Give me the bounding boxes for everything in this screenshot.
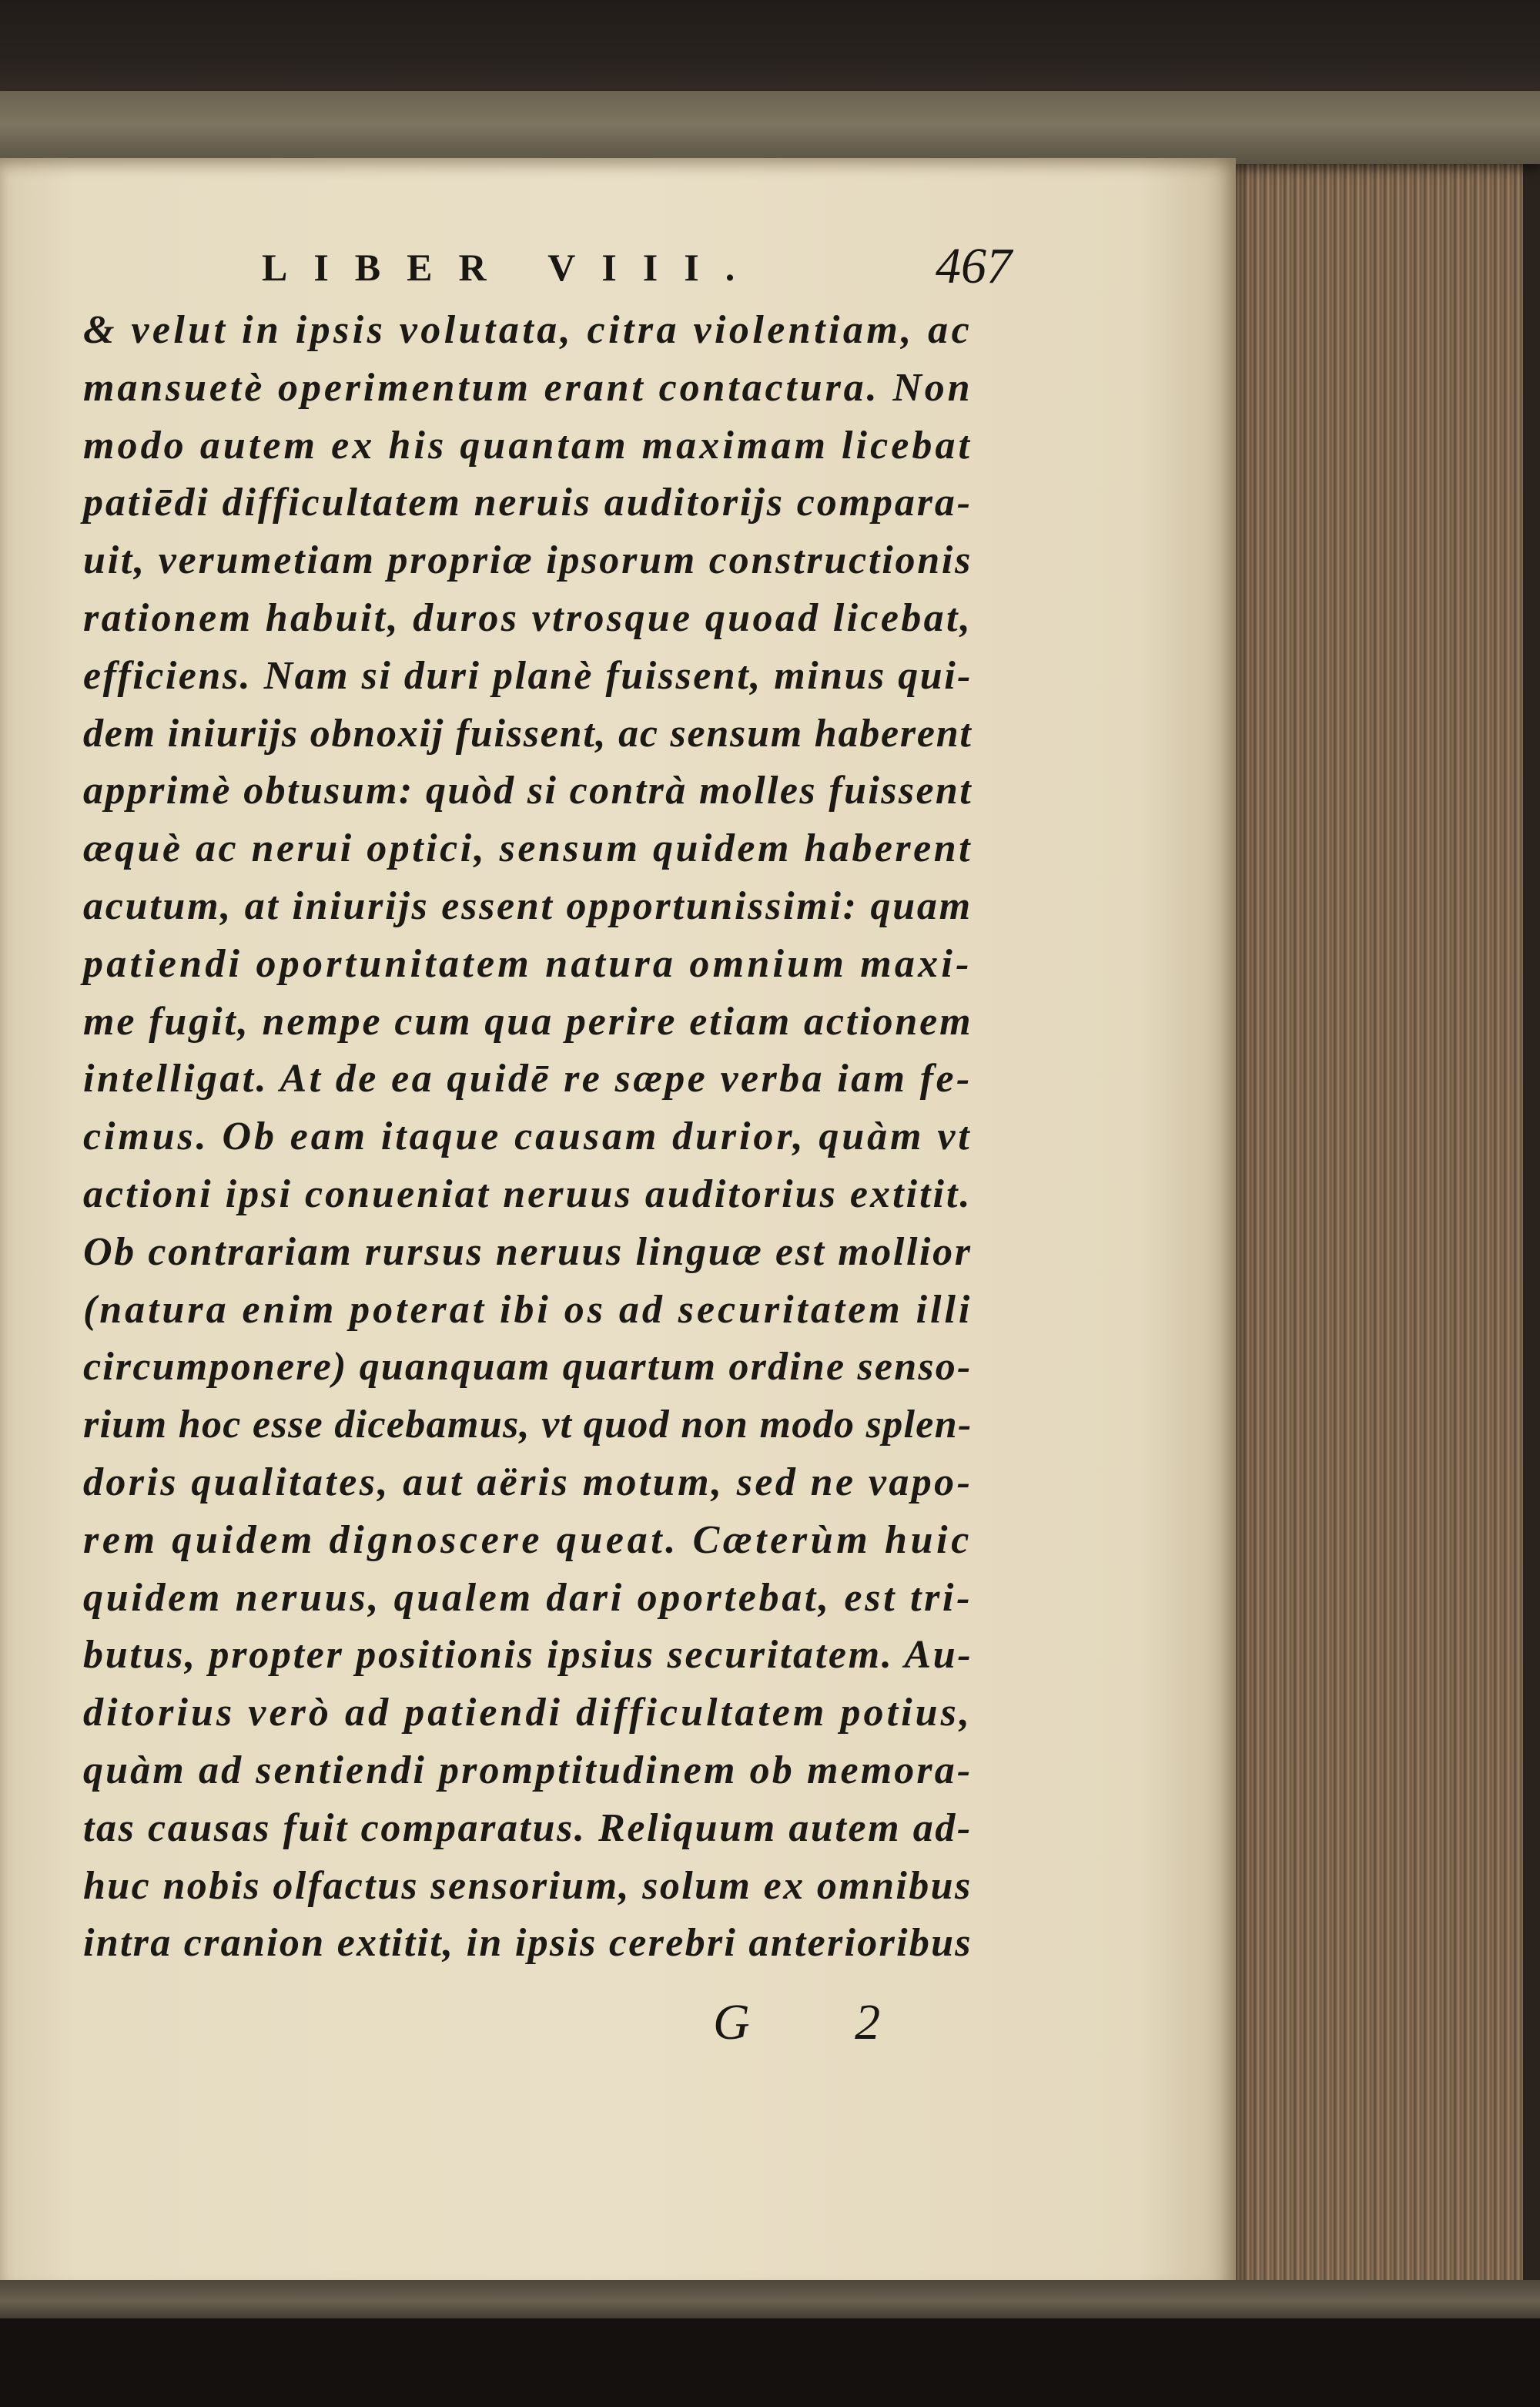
background-top xyxy=(0,0,1540,100)
signature-mark: G 2 xyxy=(713,1994,927,2050)
book-cover-bottom xyxy=(0,2280,1540,2322)
running-head: LIBER VIII. xyxy=(262,246,762,289)
text-line: cimus. Ob eam itaque causam durior, quàm vt xyxy=(83,1115,973,1159)
text-line: modo autem ex his quantam maximam licebat xyxy=(83,423,973,468)
page-edges xyxy=(1230,146,1523,2295)
text-line: me fugit, nempe cum qua perire etiam actionem xyxy=(83,999,973,1044)
text-line: intra cranion extitit, in ipsis cerebri anterioribus xyxy=(83,1921,973,1966)
text-line: quàm ad sentiendi promptitudinem ob memora- xyxy=(83,1748,973,1792)
text-line: rium hoc esse dicebamus, vt quod non modo splen- xyxy=(83,1403,973,1447)
text-line: acutum, at iniurijs essent opportunissimi: quam xyxy=(83,883,973,928)
page-number: 467 xyxy=(936,238,1012,294)
text-line: patiēdi difficultatem neruis auditorijs compara- xyxy=(83,481,973,525)
text-line: huc nobis olfactus sensorium, solum ex omnibus xyxy=(83,1863,973,1908)
text-line: ditorius verò ad patiendi difficultatem potius, xyxy=(83,1691,973,1735)
book-cover-top xyxy=(0,91,1540,164)
text-line: doris qualitates, aut aëris motum, sed ne vapo- xyxy=(83,1460,973,1504)
text-line: patiendi oportunitatem natura omnium maxi- xyxy=(83,941,973,986)
background-right xyxy=(1521,92,1540,2326)
text-line: dem iniurijs obnoxij fuissent, ac sensum haberent xyxy=(83,711,973,756)
text-line: apprimè obtusum: quòd si contrà molles fuissent xyxy=(83,769,973,813)
text-line: rem quidem dignoscere queat. Cæterùm huic xyxy=(83,1517,973,1562)
text-line: mansuetè operimentum erant contactura. Non xyxy=(83,365,973,410)
text-line: efficiens. Nam si duri planè fuissent, minus qui- xyxy=(83,653,973,698)
text-line: circumponere) quanquam quartum ordine senso- xyxy=(83,1345,973,1390)
text-line: quidem neruus, qualem dari oportebat, est tri- xyxy=(83,1575,973,1620)
text-line: butus, propter positionis ipsius securitatem. Au- xyxy=(83,1633,973,1678)
text-line: intelligat. At de ea quidē re sæpe verba iam fe- xyxy=(83,1057,973,1101)
text-line: actioni ipsi conueniat neruus auditorius extitit. xyxy=(83,1172,973,1216)
text-line: rationem habuit, duros vtrosque quoad licebat, xyxy=(83,595,973,640)
body-text xyxy=(83,302,973,1973)
text-line: uit, verumetiam propriæ ipsorum constructionis xyxy=(83,538,973,583)
text-line: æquè ac nerui optici, sensum quidem haberent xyxy=(83,826,973,871)
text-line: Ob contrariam rursus neruus linguæ est mollior xyxy=(83,1229,973,1274)
background-bottom xyxy=(0,2318,1540,2407)
text-line: (natura enim poterat ibi os ad securitatem illi xyxy=(83,1287,973,1332)
text-line: tas causas fuit comparatus. Reliquum autem ad- xyxy=(83,1805,973,1850)
text-line: & velut in ipsis volutata, citra violentiam, ac xyxy=(83,308,973,352)
